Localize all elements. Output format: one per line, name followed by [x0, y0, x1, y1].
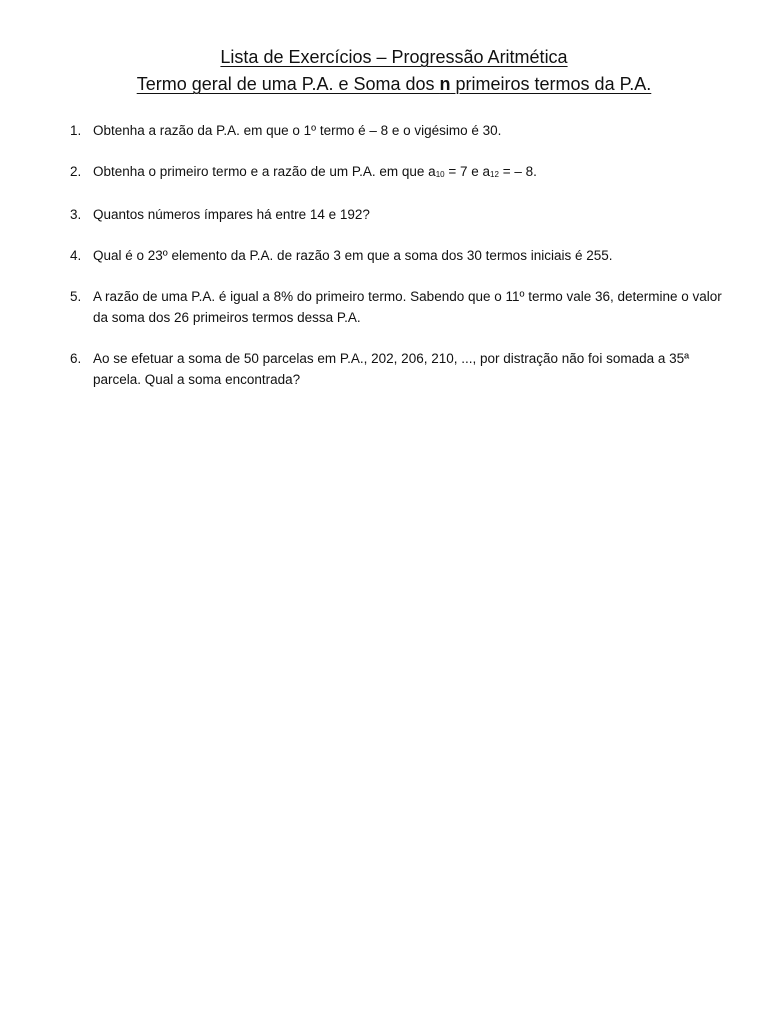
- exercise-list: [70, 120, 722, 390]
- subscript-10: 10: [435, 170, 445, 179]
- exercise-text: Obtenha a razão da P.A. em que o 1º termo é – 8 e o vigésimo é 30.: [93, 123, 502, 138]
- title-block: [0, 0, 768, 98]
- exercise-item-4: [70, 245, 722, 266]
- subtitle-before: Termo geral de uma P.A. e Soma dos: [136, 74, 440, 94]
- subscript-12: 12: [490, 170, 499, 179]
- exercise-item-6: [70, 348, 722, 390]
- exercise-text-part1: Obtenha o primeiro termo e a razão de um P.A. em que a: [93, 164, 436, 179]
- exercise-text-part3: = – 8.: [498, 164, 537, 179]
- exercise-text: Quantos números ímpares há entre 14 e 192?: [93, 207, 370, 222]
- exercise-number: 1.: [70, 123, 82, 138]
- subtitle-after: primeiros termos da P.A.: [450, 74, 652, 94]
- document-title: [64, 44, 724, 71]
- subtitle-bold-n: n: [439, 74, 451, 94]
- exercise-text: Qual é o 23º elemento da P.A. de razão 3 em que a soma dos 30 termos iniciais é 255.: [93, 248, 613, 263]
- document-subtitle: [64, 71, 724, 98]
- exercise-item-1: [70, 120, 722, 141]
- exercise-item-2: [70, 161, 722, 184]
- exercise-number: 5.: [70, 289, 82, 304]
- exercise-item-3: [70, 204, 722, 225]
- exercise-item-5: [70, 286, 722, 328]
- exercise-text-part2: = 7 e a: [444, 164, 491, 179]
- exercise-number: 4.: [70, 248, 82, 263]
- exercise-text: A razão de uma P.A. é igual a 8% do primeiro termo. Sabendo que o 11º termo vale 36, determine o valor da soma dos 26 primeiros termos dessa P.A.: [93, 289, 722, 325]
- exercise-number: 6.: [70, 351, 82, 366]
- exercise-text: Ao se efetuar a soma de 50 parcelas em P.A., 202, 206, 210, ..., por distração não foi somada a 35ª parcela. Qual a soma encontrada?: [93, 351, 690, 387]
- title-line1: Lista de Exercícios – Progressão Aritmética: [220, 47, 568, 67]
- exercise-number: 2.: [70, 164, 82, 179]
- exercise-number: 3.: [70, 207, 82, 222]
